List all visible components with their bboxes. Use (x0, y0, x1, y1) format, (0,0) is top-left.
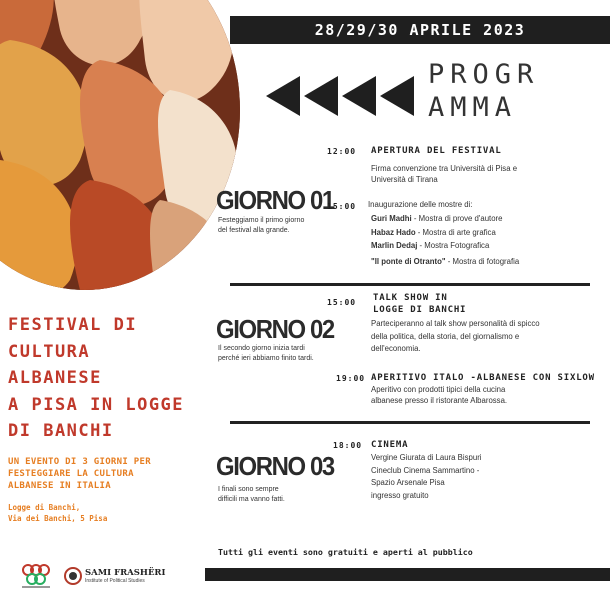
artist-list (371, 213, 596, 267)
artist-name: "Il ponte di Otranto" (371, 256, 446, 266)
arrows-left-icon (266, 76, 414, 116)
day-description (218, 216, 328, 235)
artist-desc: - Mostra di arte grafica (415, 227, 496, 237)
festival-subtitle (8, 456, 208, 492)
day-desc-line: I finali sono sempre (218, 486, 279, 493)
footer-bar (205, 568, 610, 581)
event-title-line: TALK SHOW IN (373, 293, 448, 303)
sami-logo-subtitle: Institute of Political Studies (85, 577, 145, 584)
day-desc-line: perché ieri abbiamo finito tardi. (218, 354, 314, 362)
date-banner: 28/29/30 APRILE 2023 (230, 16, 610, 44)
artist-name: Marlin Dedaj (371, 241, 418, 250)
subtitle-line: FESTEGGIARE LA CULTURA (8, 469, 134, 479)
event-line: Cineclub Cinema Sammartino - (371, 465, 480, 475)
artist-name: Guri Madhi (371, 214, 412, 223)
event-description (371, 163, 596, 185)
artist-item (371, 213, 596, 224)
festival-title (8, 312, 208, 445)
artist-item (371, 240, 596, 251)
festival-title-line: A PISA IN LOGGE (8, 394, 185, 415)
event-description (371, 384, 596, 406)
cultural-association-logo (18, 562, 54, 590)
artist-item (371, 256, 596, 267)
event-title (373, 292, 466, 316)
festival-title-line: ALBANESE (8, 368, 102, 388)
programma-title-line: PROGR (428, 59, 540, 90)
event-line: Parteciperanno al talk show personalità di spicco (371, 319, 540, 328)
event-line: ingresso gratuito (371, 490, 429, 500)
sponsor-logos (18, 562, 165, 590)
festival-title-line: DI BANCHI (8, 421, 114, 441)
artist-desc: - Mostra di prove d'autore (411, 214, 503, 223)
artist-name: Habaz Hado (371, 227, 416, 237)
event-time: 19:00 (336, 374, 366, 383)
day-description (218, 485, 328, 504)
event-line: Università di Tirana (371, 175, 438, 184)
event-time: 15:00 (327, 298, 357, 307)
festival-title-line: FESTIVAL DI (8, 315, 138, 335)
subtitle-line: ALBANESE IN ITALIA (8, 481, 111, 491)
artist-item (371, 227, 596, 238)
section-divider (230, 283, 590, 286)
event-time: 15:00 (327, 202, 357, 211)
event-description (368, 199, 593, 210)
venue-line: Via dei Banchi, 5 Pisa (8, 514, 108, 523)
programma-title (428, 58, 588, 124)
event-line: Vergine Giurata di Laura Bispuri (371, 453, 482, 462)
event-description (371, 318, 596, 356)
day-desc-line: Festeggiamo il primo giorno (218, 217, 305, 224)
festival-title-line: CULTURA (8, 341, 91, 362)
event-line: dell'economia. (371, 344, 421, 353)
event-line: Spazio Arsenale Pisa (371, 478, 445, 487)
programma-title-line: AMMA (428, 92, 518, 123)
sami-frasheri-logo (64, 567, 165, 585)
event-time: 12:00 (327, 147, 357, 156)
event-title-line: LOGGE DI BANCHI (373, 305, 467, 315)
seal-icon (64, 567, 82, 585)
event-line: Aperitivo con prodotti tipici della cucina (371, 385, 506, 394)
event-title: APERITIVO ITALO -ALBANESE CON SIXLOW (371, 373, 595, 383)
day-desc-line: del festival alla grande. (218, 226, 290, 234)
footer-note: Tutti gli eventi sono gratuiti e aperti al pubblico (218, 547, 473, 557)
venue-address (8, 502, 107, 524)
day-desc-line: difficili ma vanno fatti. (218, 495, 285, 503)
event-line: albanese presso il ristorante Albarossa. (371, 396, 508, 405)
event-title: APERTURA DEL FESTIVAL (371, 146, 502, 156)
day-desc-line: Il secondo giorno inizia tardi (218, 345, 305, 352)
artist-desc: - Mostra Fotografica (417, 241, 490, 250)
sami-logo-name: SAMI FRASHËRI (85, 567, 166, 578)
subtitle-line: UN EVENTO DI 3 GIORNI PER (8, 457, 151, 467)
venue-line: Logge di Banchi, (8, 503, 81, 512)
hero-faces-image (0, 0, 240, 290)
event-title: CINEMA (371, 440, 409, 450)
artist-desc: - Mostra di fotografia (445, 256, 520, 266)
event-line: Inaugurazione delle mostre di: (368, 200, 473, 209)
day-title: GIORNO 01 (216, 185, 334, 215)
event-description (371, 452, 596, 502)
event-time: 18:00 (333, 441, 363, 450)
event-line: della politica, della storia, del giornalismo e (371, 331, 520, 341)
day-title: GIORNO 03 (216, 451, 334, 481)
section-divider (230, 421, 590, 424)
day-title: GIORNO 02 (216, 314, 334, 344)
day-description (218, 344, 338, 363)
event-line: Firma convenzione tra Università di Pisa e (371, 164, 518, 173)
